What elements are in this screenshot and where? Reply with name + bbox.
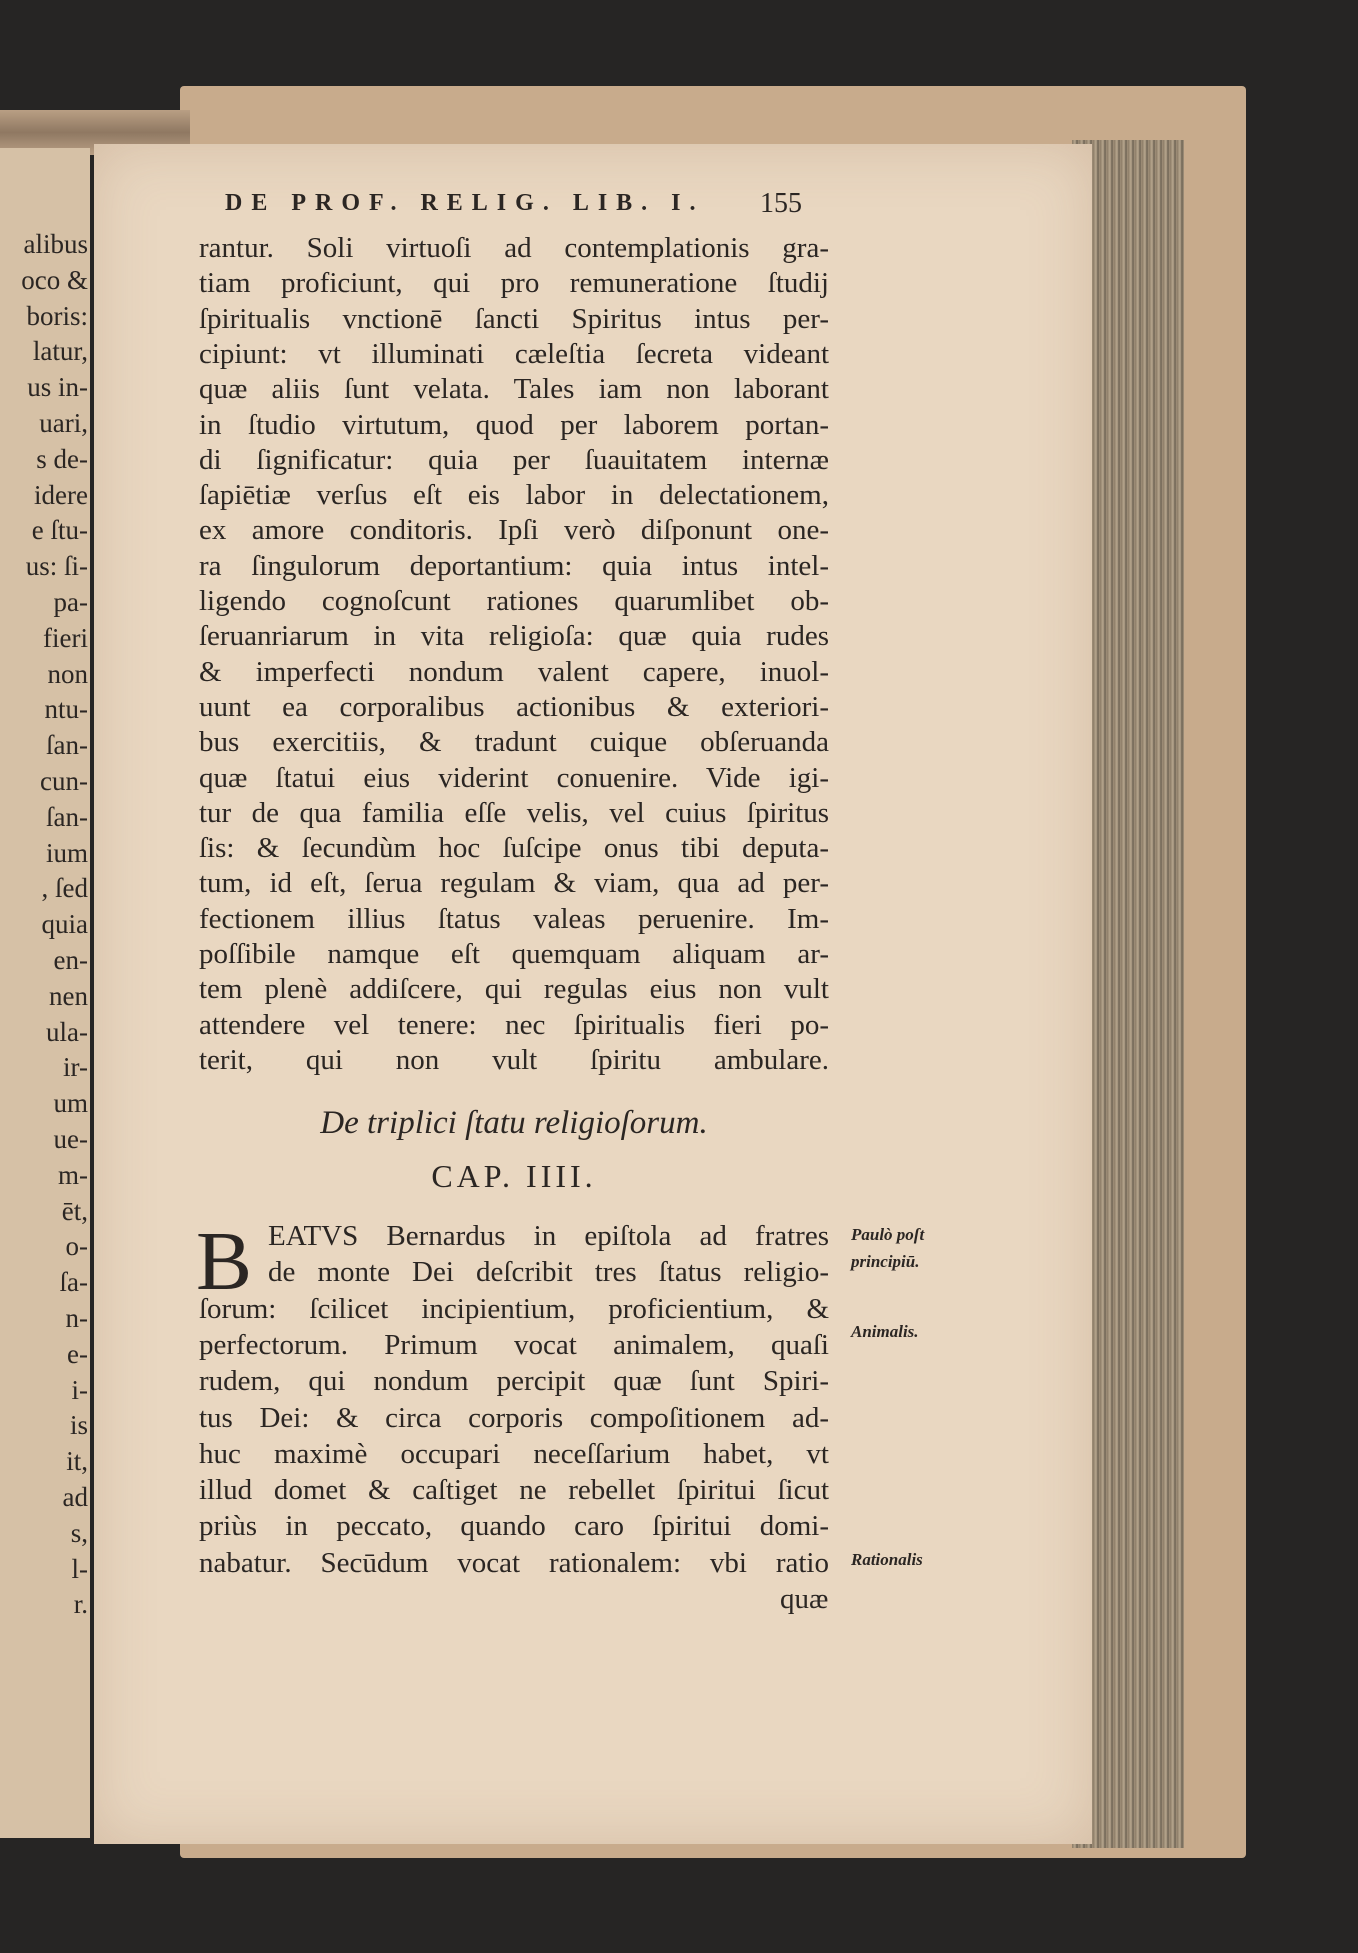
left-page-line: en- xyxy=(53,945,88,975)
text-line: tus Dei: & circa corporis compoſitionem ad- xyxy=(199,1401,829,1434)
margin-note: principiū. xyxy=(851,1252,920,1271)
left-page-line: ad xyxy=(62,1482,88,1512)
page-number: 155 xyxy=(760,188,802,219)
left-page-line: ſan- xyxy=(46,730,88,761)
left-page-line: ue- xyxy=(53,1124,88,1154)
text-line: cipiunt: vt illuminati cæleſtia ſecreta videant xyxy=(199,337,829,370)
left-page-line: ir- xyxy=(63,1052,88,1083)
text-line: ſis: & ſecundùm hoc ſuſcipe onus tibi deputa- xyxy=(199,832,829,865)
left-page xyxy=(0,148,90,1838)
left-page-line: , ſed xyxy=(41,873,88,904)
margin-note: Paulò poſt xyxy=(851,1225,925,1244)
text-line: ſapiētiæ verſus eſt eis labor in delectationem, xyxy=(199,479,829,512)
left-page-line: fieri xyxy=(43,622,88,653)
margin-note: Animalis. xyxy=(851,1322,919,1341)
left-page-line: s, xyxy=(70,1517,88,1548)
left-page-line: n- xyxy=(65,1303,88,1333)
text-line: terit, qui non vult ſpiritu ambulare. xyxy=(199,1043,829,1076)
left-page-line: cun- xyxy=(40,766,88,796)
left-page-line: non xyxy=(47,658,88,689)
left-page-line: um xyxy=(53,1088,88,1119)
text-line: attendere vel tenere: nec ſpiritualis fieri po- xyxy=(199,1008,829,1041)
left-page-line: boris: xyxy=(26,300,88,331)
text-line: rudem, qui nondum percipit quæ ſunt Spiri- xyxy=(199,1365,829,1398)
text-line: rantur. Soli virtuoſi ad contemplationis gra- xyxy=(199,232,829,264)
left-page-line: ēt, xyxy=(61,1195,88,1226)
left-page-line: idere xyxy=(34,479,88,510)
catchword: quæ xyxy=(780,1583,829,1615)
text-line: ſeruanriarum in vita religioſa: quæ quia rudes xyxy=(199,620,829,653)
left-page-line: pa- xyxy=(53,587,88,617)
left-page-line: ium xyxy=(45,837,88,868)
left-page-line: is xyxy=(69,1410,88,1441)
text-line: illud domet & caſtiget ne rebellet ſpiritui ſicut xyxy=(199,1474,829,1507)
drop-cap: B xyxy=(196,1215,253,1308)
left-page-line: i- xyxy=(71,1374,88,1405)
left-page-line: us: ſi- xyxy=(25,551,88,582)
left-page-line: alibus xyxy=(23,229,88,259)
text-line: ex amore conditoris. Ipſi verò diſponunt one- xyxy=(199,514,829,547)
left-page-line: latur, xyxy=(32,336,88,367)
left-page-line: ſan- xyxy=(46,801,88,832)
text-line: huc maximè occupari neceſſarium habet, vt xyxy=(199,1437,829,1470)
text-line: tiam proficiunt, qui pro remuneratione ſtudij xyxy=(199,267,829,300)
chapter-title: De triplici ſtatu religioſorum. xyxy=(320,1105,708,1141)
text-line: ligendo cognoſcunt rationes quarumlibet ob- xyxy=(199,585,829,617)
text-line: ſpiritualis vnctionē ſancti Spiritus intus per- xyxy=(199,302,829,335)
left-page-line: ntu- xyxy=(44,694,88,725)
text-line: de monte Dei deſcribit tres ſtatus religio- xyxy=(268,1256,829,1289)
left-page-line: ula- xyxy=(46,1016,88,1047)
left-page-line: oco & xyxy=(21,264,88,295)
left-page-line: s de- xyxy=(36,443,88,474)
chapter-number: CAP. IIII. xyxy=(431,1158,597,1194)
left-page-line: o- xyxy=(65,1231,88,1262)
left-page-line: l- xyxy=(71,1553,88,1584)
text-line: uunt ea corporalibus actionibus & exteriori- xyxy=(199,690,829,723)
text-line: ra ſingulorum deportantium: quia intus intel- xyxy=(199,549,829,582)
left-page-line: r. xyxy=(73,1589,88,1620)
left-page-line: ſa- xyxy=(59,1267,88,1298)
text-line: poſſibile namque eſt quemquam aliquam ar- xyxy=(199,938,829,970)
left-page-line: quia xyxy=(41,909,88,940)
text-line: nabatur. Secūdum vocat rationalem: vbi ratio xyxy=(199,1546,829,1579)
text-line: perfectorum. Primum vocat animalem, quaſi xyxy=(199,1328,829,1361)
text-line: tem plenè addiſcere, qui regulas eius non vult xyxy=(199,973,829,1006)
left-page-line: nen xyxy=(49,980,88,1011)
text-line: EATVS Bernardus in epiſtola ad fratres xyxy=(268,1220,829,1252)
left-page-line: e ſtu- xyxy=(31,515,88,546)
text-line: priùs in peccato, quando caro ſpiritui domi- xyxy=(199,1510,829,1543)
left-page-line: it, xyxy=(66,1446,88,1477)
text-line: in ſtudio virtutum, quod per laborem portan- xyxy=(199,408,829,441)
running-head: DE PROF. RELIG. LIB. I. xyxy=(225,190,705,216)
text-line: quæ aliis ſunt velata. Tales iam non laborant xyxy=(199,373,829,406)
left-page-line: us in- xyxy=(27,372,88,403)
left-page-line: m- xyxy=(58,1159,88,1190)
text-line: tur de qua familia eſſe velis, vel cuius ſpiritus xyxy=(199,796,829,829)
text-line: ſorum: ſcilicet incipientium, proficientium, & xyxy=(199,1292,829,1325)
text-line: tum, id eſt, ſerua regulam & viam, qua ad per- xyxy=(199,867,829,900)
left-page-line: uari, xyxy=(39,408,88,438)
text-line: quæ ſtatui eius viderint conuenire. Vide igi- xyxy=(199,761,829,794)
left-page-line: e- xyxy=(67,1338,88,1369)
text-line: & imperfecti nondum valent capere, inuol- xyxy=(199,655,829,688)
text-line: di ſignificatur: quia per ſuauitatem internæ xyxy=(199,443,829,476)
text-line: fectionem illius ſtatus valeas peruenire. Im- xyxy=(199,902,829,935)
text-line: bus exercitiis, & tradunt cuique obſeruanda xyxy=(199,726,829,759)
margin-note: Rationalis xyxy=(851,1550,923,1569)
